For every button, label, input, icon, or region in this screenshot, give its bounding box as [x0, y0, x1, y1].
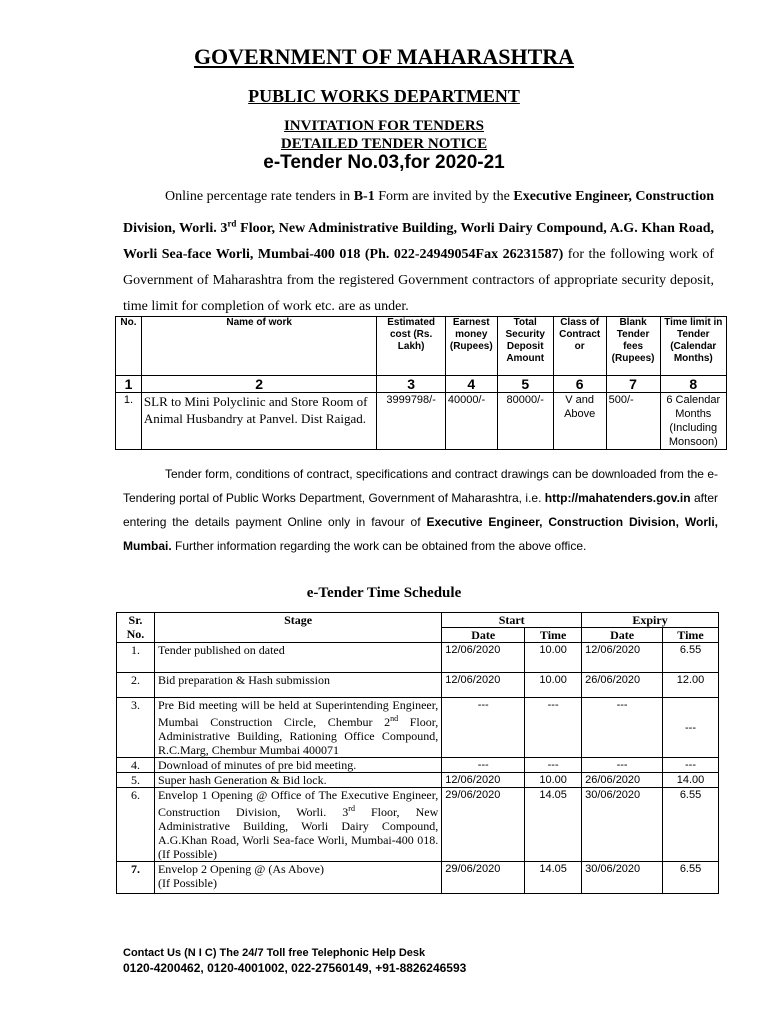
expiry-time: ---	[663, 698, 719, 758]
schedule-row	[117, 862, 719, 894]
column-number: 7	[606, 376, 660, 393]
schedule-row	[117, 758, 719, 773]
sched-col-expiry: Expiry	[582, 613, 719, 628]
government-heading: GOVERNMENT OF MAHARASHTRA	[193, 44, 575, 69]
sr-no: 1.	[117, 643, 155, 673]
schedule-row	[117, 788, 719, 862]
sched-col-start-time: Time	[525, 628, 582, 643]
work-name: SLR to Mini Polyclinic and Store Room of Animal Husbandry at Panvel. Dist Raigad.	[141, 393, 376, 450]
stage-text: Bid preparation & Hash submission	[154, 673, 441, 698]
invitation-heading: INVITATION FOR TENDERS	[283, 118, 485, 134]
start-time: 14.05	[525, 788, 582, 862]
schedule-row	[117, 698, 719, 758]
stage-text: Super hash Generation & Bid lock.	[154, 773, 441, 788]
column-number: 5	[497, 376, 553, 393]
start-date: 12/06/2020	[442, 773, 525, 788]
schedule-title: e-Tender Time Schedule	[306, 585, 462, 601]
stage-text: Envelop 2 Opening @ (As Above) (If Possible)	[154, 862, 441, 894]
sr-no: 7.	[117, 862, 155, 894]
intro-paragraph: Online percentage rate tenders in B-1 Form are invited by the Executive Engineer, Construction Division, Worli. 3rd Floor, New Administrative Building, Worli Dairy Compound, A.G. Khan Road, Worli Sea-face Worli, Mumbai-400 018 (Ph. 022-24949054Fax 26231587) for the following work of Government of Maharashtra from the registered Government contractors of appropriate security deposit, time limit for completion of work etc. are as under.	[123, 189, 714, 314]
download-paragraph: Tender form, conditions of contract, specifications and contract drawings can be downloaded from the e-Tendering portal of Public Works Department, Government of Maharashtra, i.e. http://mahatenders.gov.in after entering the details payment Online only in favour of Executive Engineer, Construction Division, Worli, Mumbai. Further information regarding the work can be obtained from the above office.	[123, 467, 718, 553]
work-no: 1.	[116, 393, 142, 450]
column-number: 1	[116, 376, 142, 393]
helpdesk-line: Contact Us (N I C) The 24/7 Toll free Telephonic Help Desk	[123, 947, 426, 959]
start-time: ---	[525, 698, 582, 758]
expiry-date: 30/06/2020	[582, 788, 663, 862]
start-date: ---	[442, 758, 525, 773]
sr-no: 2.	[117, 673, 155, 698]
col-class: Class of Contract or	[553, 317, 606, 376]
column-number: 4	[445, 376, 497, 393]
column-number: 6	[553, 376, 606, 393]
department-heading: PUBLIC WORKS DEPARTMENT	[248, 86, 520, 106]
schedule-header-row	[117, 613, 719, 628]
sr-no: 3.	[117, 698, 155, 758]
sched-col-sr: Sr. No.	[117, 613, 155, 643]
sched-col-expiry-date: Date	[582, 628, 663, 643]
expiry-time: 6.55	[663, 862, 719, 894]
contact-footer	[123, 946, 466, 976]
col-no: No.	[116, 317, 142, 376]
start-time: 14.05	[525, 862, 582, 894]
work-fees: 500/-	[606, 393, 660, 450]
stage-text: Pre Bid meeting will be held at Superintending Engineer, Mumbai Construction Circle, Chembur 2nd Floor, Administrative Building, Rationing Office Compound, R.C.Marg, Chembur Mumbai 400071	[154, 698, 441, 758]
start-date: ---	[442, 698, 525, 758]
column-number: 8	[660, 376, 726, 393]
work-time: 6 Calendar Months (Including Monsoon)	[660, 393, 726, 450]
sched-col-stage: Stage	[154, 613, 441, 643]
helpdesk-phones: 0120-4200462, 0120-4001002, 022-27560149, +91-8826246593	[123, 961, 467, 975]
sched-col-expiry-time: Time	[663, 628, 719, 643]
work-cost: 3999798/-	[377, 393, 445, 450]
expiry-date: ---	[582, 698, 663, 758]
tender-number: e-Tender No.03,for 2020-21	[263, 152, 505, 173]
work-class: V and Above	[553, 393, 606, 450]
expiry-date: 12/06/2020	[582, 643, 663, 673]
start-date: 12/06/2020	[442, 643, 525, 673]
sched-col-start-date: Date	[442, 628, 525, 643]
expiry-date: 30/06/2020	[582, 862, 663, 894]
column-number: 2	[141, 376, 376, 393]
start-time: 10.00	[525, 643, 582, 673]
start-time: 10.00	[525, 773, 582, 788]
col-fees: Blank Tender fees (Rupees)	[606, 317, 660, 376]
schedule-row	[117, 643, 719, 673]
expiry-time: 12.00	[663, 673, 719, 698]
mahatenders-link[interactable]: http://mahatenders.gov.in	[544, 491, 691, 505]
schedule-row	[117, 673, 719, 698]
sr-no: 4.	[117, 758, 155, 773]
work-table-header	[116, 317, 727, 376]
stage-text: Download of minutes of pre bid meeting.	[154, 758, 441, 773]
expiry-time: 14.00	[663, 773, 719, 788]
notice-heading: DETAILED TENDER NOTICE	[280, 136, 488, 152]
sr-no: 5.	[117, 773, 155, 788]
stage-text: Envelop 1 Opening @ Office of The Executive Engineer, Construction Division, Worli. 3rd Floor, New Administrative Building, Worli Dairy Compound, A.G.Khan Road, Worli Sea-face Worli, Mumbai-400 018. (If Possible)	[154, 788, 441, 862]
work-table-row	[116, 393, 727, 450]
sr-no: 6.	[117, 788, 155, 862]
start-date: 29/06/2020	[442, 862, 525, 894]
col-deposit: Total Security Deposit Amount	[497, 317, 553, 376]
column-number: 3	[377, 376, 445, 393]
expiry-time: 6.55	[663, 643, 719, 673]
stage-text: Tender published on dated	[154, 643, 441, 673]
expiry-time: ---	[663, 758, 719, 773]
schedule-table	[116, 612, 719, 894]
col-earnest: Earnest money (Rupees)	[445, 317, 497, 376]
expiry-time: 6.55	[663, 788, 719, 862]
work-deposit: 80000/-	[497, 393, 553, 450]
start-date: 29/06/2020	[442, 788, 525, 862]
expiry-date: 26/06/2020	[582, 773, 663, 788]
start-time: ---	[525, 758, 582, 773]
col-name: Name of work	[141, 317, 376, 376]
schedule-row	[117, 773, 719, 788]
work-table-number-row	[116, 376, 727, 393]
expiry-date: 26/06/2020	[582, 673, 663, 698]
col-time: Time limit in Tender (Calendar Months)	[660, 317, 726, 376]
sched-col-start: Start	[442, 613, 582, 628]
expiry-date: ---	[582, 758, 663, 773]
start-time: 10.00	[525, 673, 582, 698]
work-table	[115, 316, 727, 450]
col-cost: Estimated cost (Rs. Lakh)	[377, 317, 445, 376]
start-date: 12/06/2020	[442, 673, 525, 698]
work-earnest: 40000/-	[445, 393, 497, 450]
